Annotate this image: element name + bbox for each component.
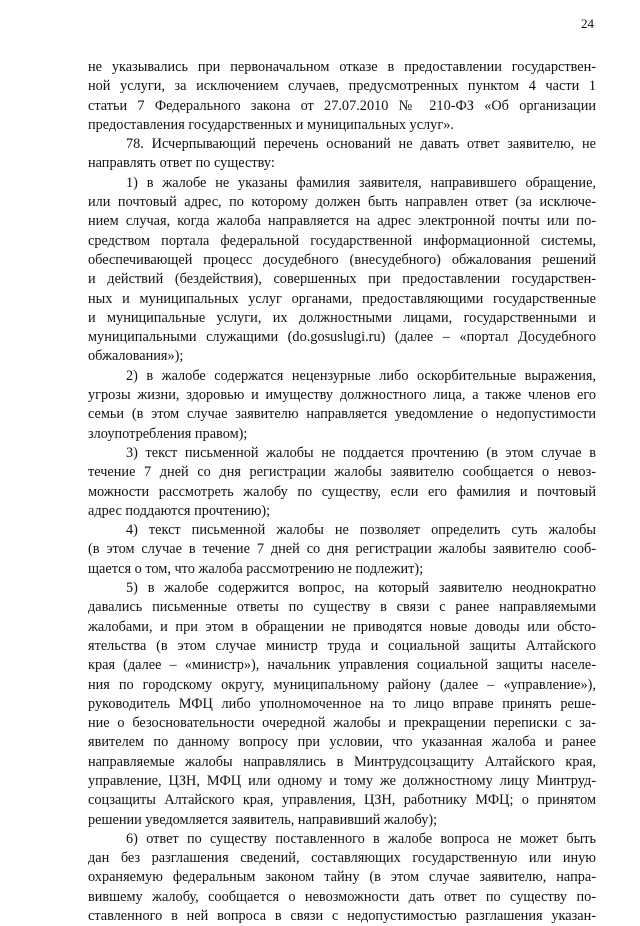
text-line: ной услуги, за исключением случаев, предусмотренных пунктом 4 части 1 [88,78,596,95]
text-line: средством портала федеральной государственной информационной системы, [88,232,596,249]
text-line: вившему жалобу, сообщается о невозможности дать ответ по существу по- [88,888,596,905]
text-line: ных и муниципальных услуг органами, предоставляющими государственные [88,290,596,307]
text-line: края (далее – «министр»), начальник управления социальной защиты населе- [88,657,596,674]
text-line: жалобами, и при этом в обращении не приводятся новые доводы или обсто- [88,618,596,635]
document-body [88,58,596,926]
text-line: ния по городскому округу, муниципальному району (далее – «управление»), [88,676,596,693]
text-line: адрес поддаются прочтению); [88,502,271,519]
text-line: и муниципальные услуги, их должностными лицами, государственными и [88,309,596,326]
text-line: (в этом случае в течение 7 дней со дня регистрации жалобы заявителю сооб- [88,541,596,558]
text-line: течение 7 дней со дня регистрации жалобы заявителю сообщается о невоз- [88,464,596,481]
text-line: и действий (бездействия), совершенных при предоставлении государствен- [88,271,596,288]
text-line: дан без разглашения сведений, составляющих государственную или иную [88,850,596,867]
text-line: ятельства (в этом случае министр труда и социальной защиты Алтайского [88,637,596,654]
text-line: щается о том, что жалоба рассмотрению не подлежит); [88,560,424,577]
text-line: решении уведомляется заявитель, направивший жалобу); [88,811,438,828]
text-line: 3) текст письменной жалобы не поддается прочтению (в этом случае в [126,444,596,461]
text-line: обеспечивающей процесс досудебного (внесудебного) обжалования решений [88,251,596,268]
text-line: не указывались при первоначальном отказе в предоставлении государствен- [88,59,596,75]
text-line: муниципальными служащими (do.gosuslugi.ru) (далее – «портал Досудебного [88,329,596,346]
text-line: 2) в жалобе содержатся нецензурные либо оскорбительные выражения, [126,367,596,384]
text-line: ние о безосновательности очередной жалобы и прекращении переписки с за- [88,715,596,732]
text-line: 78. Исчерпывающий перечень оснований не давать ответ заявителю, не [126,136,596,153]
text-line: явителем по данному вопросу при условии, что указанная жалоба и ранее [88,734,596,751]
text-line: направляемые жалобы направлялись в Минтрудсоцзащиту Алтайского края, [88,753,596,770]
text-line: 5) в жалобе содержится вопрос, на который заявителю неоднократно [126,580,596,597]
text-line: можности рассмотреть жалобу по существу, если его фамилия и почтовый [88,483,596,500]
text-line: 6) ответ по существу поставленного в жалобе вопроса не может быть [126,830,596,847]
text-line: статьи 7 Федерального закона от 27.07.2010 № 210-ФЗ «Об организации [88,97,596,114]
text-line: охраняемую федеральным законом тайну (в этом случае заявителю, напра- [88,869,596,886]
text-line: руководитель МФЦ либо уполномоченное на то лицо вправе принять реше- [88,695,596,712]
page-number: 24 [581,16,594,31]
text-line: обжалования»); [88,348,184,365]
text-line: 1) в жалобе не указаны фамилия заявителя, направившего обращение, [126,174,596,191]
text-line: направлять ответ по существу: [88,155,275,172]
text-line: угрозы жизни, здоровью и имуществу должностного лица, а также членов его [88,387,596,404]
text-line: 4) текст письменной жалобы не позволяет определить суть жалобы [126,522,596,539]
text-line: злоупотребления правом); [88,425,248,442]
text-line: или почтовый адрес, по которому должен быть направлен ответ (за исключе- [88,194,596,211]
text-line: соцзащиты Алтайского края, управления, ЦЗН, работнику МФЦ; о принятом [88,792,596,809]
text-line: предоставления государственных и муниципальных услуг». [88,116,454,133]
text-line: управление, ЦЗН, МФЦ или одному и тому же должностному лицу Минтруд- [88,772,596,789]
text-line: давались письменные ответы по существу в связи с ранее направляемыми [88,599,596,616]
text-line: семьи (в этом случае заявителю направляется уведомление о недопустимости [88,406,596,423]
text-line: нием случая, когда жалоба направляется на адрес электронной почты или по- [88,213,596,230]
text-line: ставленного в ней вопроса в связи с недопустимостью разглашения указан- [88,908,596,925]
